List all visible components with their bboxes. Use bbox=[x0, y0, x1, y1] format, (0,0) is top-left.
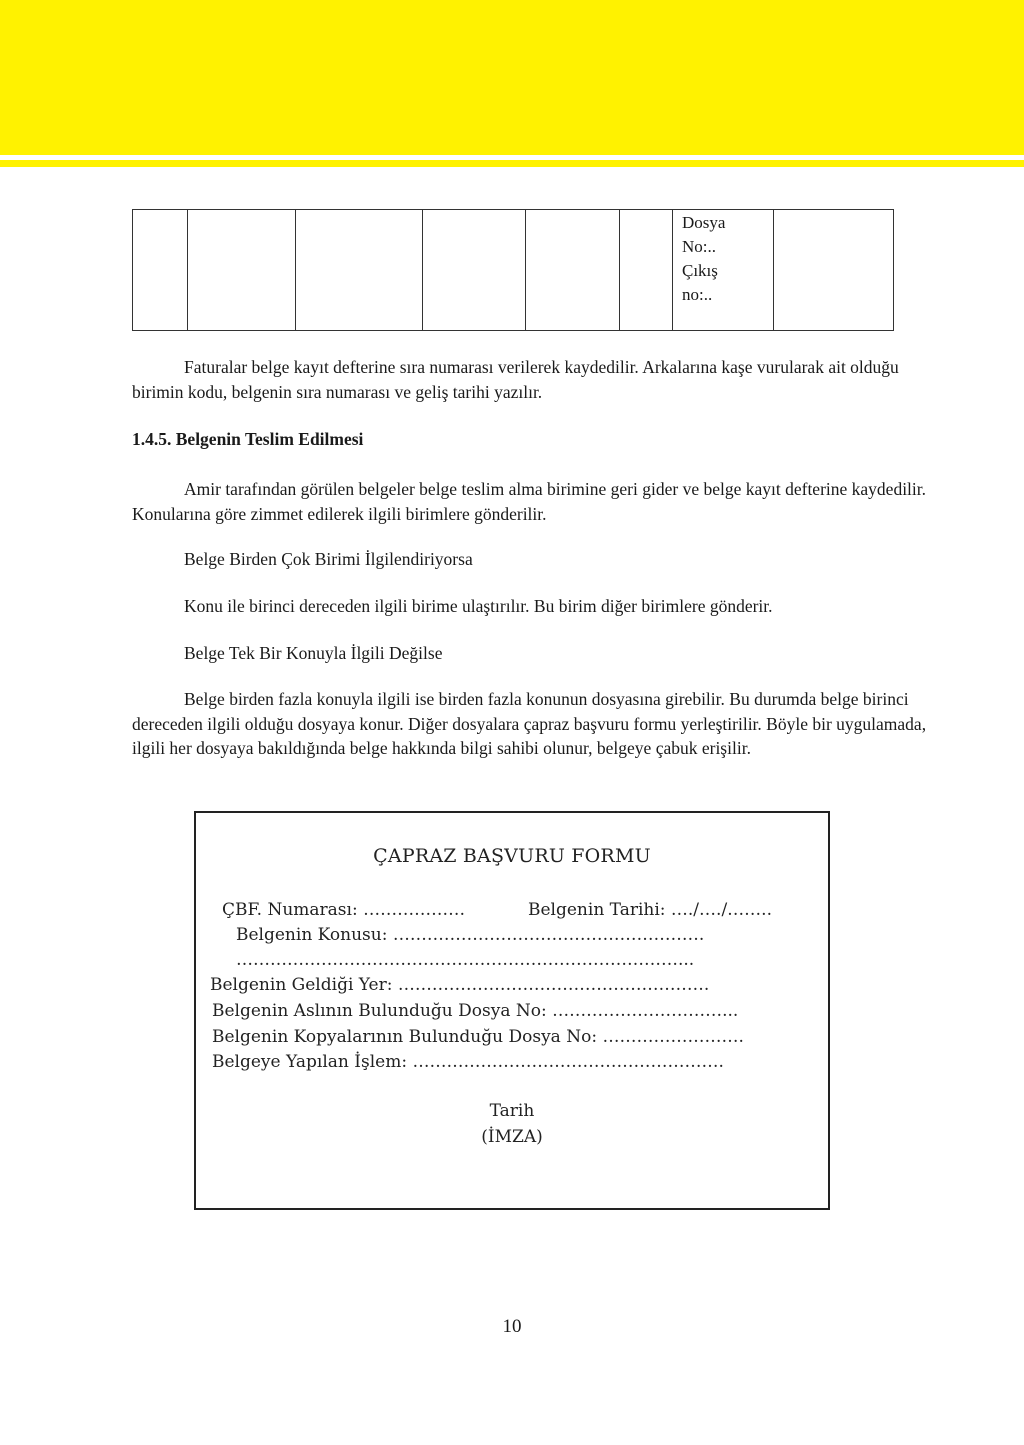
form-origin: Belgenin Geldiği Yer: ………………………………………………. bbox=[210, 975, 710, 995]
table-column-line bbox=[132, 210, 133, 330]
paragraph-delivery: Amir tarafından görülen belgeler belge teslim alma birimine geri gider ve belge kayıt defterine kaydedilir. Konularına göre zimmet edilerek ilgili birimlere gönderilir. bbox=[132, 479, 927, 524]
form-cbf-number: ÇBF. Numarası: ……………… bbox=[222, 900, 466, 920]
paragraph-multi-unit: Konu ile birinci dereceden ilgili birime ulaştırılır. Bu birim diğer birimlere gönderir. bbox=[184, 596, 773, 616]
paragraph-single-topic-title: Belge Tek Bir Konuyla İlgili Değilse bbox=[184, 643, 443, 663]
table-column-line bbox=[672, 210, 673, 330]
form-document-date: Belgenin Tarihi: …./…./…….. bbox=[528, 900, 772, 920]
table-column-line bbox=[893, 210, 894, 330]
form-date-label: Tarih bbox=[489, 1101, 535, 1121]
header-rule bbox=[0, 160, 1024, 167]
form-action: Belgeye Yapılan İşlem: ………………………………………………. bbox=[212, 1052, 724, 1072]
table-column-line bbox=[422, 210, 423, 330]
table-column-line bbox=[295, 210, 296, 330]
table-column-line bbox=[525, 210, 526, 330]
form-subject-continuation: ……………………………………………………………………... bbox=[236, 950, 695, 970]
cell-line: Çıkış bbox=[682, 261, 718, 280]
form-original-file: Belgenin Aslının Bulunduğu Dosya No: …………………………... bbox=[212, 1001, 739, 1021]
form-copies-file: Belgenin Kopyalarının Bulunduğu Dosya No: ……………………. bbox=[212, 1027, 744, 1047]
cell-line: No:.. bbox=[682, 237, 716, 256]
table-column-line bbox=[619, 210, 620, 330]
ledger-table bbox=[132, 209, 894, 331]
form-title: ÇAPRAZ BAŞVURU FORMU bbox=[373, 845, 651, 867]
header-band bbox=[0, 0, 1024, 155]
ledger-cell-file-number bbox=[682, 211, 762, 307]
cell-line: Dosya bbox=[682, 213, 726, 232]
page-number: 10 bbox=[502, 1316, 522, 1337]
form-subject: Belgenin Konusu: ………………………………………………. bbox=[236, 925, 705, 945]
cell-line: no:.. bbox=[682, 285, 713, 304]
cross-reference-form bbox=[194, 811, 830, 1210]
form-signature-label: (İMZA) bbox=[481, 1127, 543, 1147]
paragraph-invoices: Faturalar belge kayıt defterine sıra numarası verilerek kaydedilir. Arkalarına kaşe vurularak ait olduğu birimin kodu, belgenin sıra numarası ve geliş tarihi yazılır. bbox=[132, 357, 899, 402]
paragraph-multi-unit-title: Belge Birden Çok Birimi İlgilendiriyorsa bbox=[184, 549, 473, 569]
table-column-line bbox=[187, 210, 188, 330]
paragraph-cross-reference: Belge birden fazla konuyla ilgili ise birden fazla konunun dosyasına girebilir. Bu durumda belge birinci dereceden ilgili olduğu dosyaya konur. Diğer dosyalara çapraz başvuru formu yerleştirilir. Böyle bir uygulamada, ilgili her dosyaya bakıldığında belge hakkında bilgi sahibi olunur, belgeye çabuk erişilir. bbox=[132, 689, 927, 758]
section-heading: 1.4.5. Belgenin Teslim Edilmesi bbox=[132, 429, 364, 449]
table-column-line bbox=[773, 210, 774, 330]
